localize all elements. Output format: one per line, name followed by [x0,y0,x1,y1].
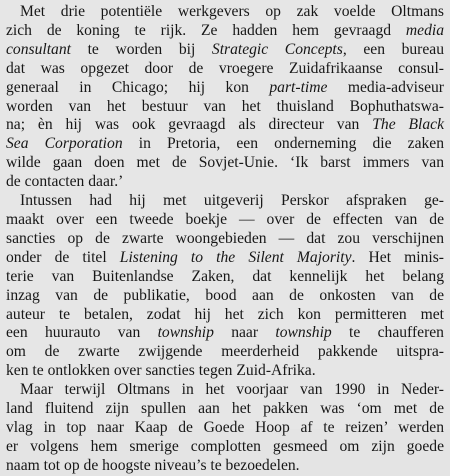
text-line [6,3,444,22]
text-run: te worden bij [70,40,212,58]
text-run: om de zwarte zwijgende meerderheid pakkende uitspra- [6,343,444,361]
text-run: te chaufferen [331,324,444,342]
italic-text-run: The Black [372,116,444,134]
text-run: in Pretoria, een onderneming die zaken [122,135,445,153]
text-line [6,211,444,230]
italic-text-run: Sea Corporation [6,135,123,153]
text-run: Intussen had hij met uitgeverij Perskor afspraken ge- [20,192,444,210]
text-run: de contacten daar.’ [6,173,124,191]
text-run: Met drie potentiële werkgevers op zak voelde Oltmans [20,3,444,20]
text-run: terie van Buitenlandse Zaken, dat kennelijk het belang [6,267,444,285]
text-line [6,192,444,211]
text-line [6,154,444,173]
text-line [6,419,444,438]
text-line [6,400,444,419]
text-run: vlag in top naar Kaap de Goede Hoop af te reizen’ werden [6,418,444,436]
text-run: sancties op de zwarte woongebieden — dat zou verschijnen [6,229,444,247]
text-run: media-adviseur [327,78,444,96]
text-run: Maar terwijl Oltmans in het voorjaar van 1990 in Neder- [20,381,444,399]
text-line [6,98,444,117]
text-line [6,268,444,287]
paragraph-2 [6,192,444,381]
italic-text-run: township [157,324,214,342]
text-run: generaal in Chicago; hij kon [6,78,270,96]
text-run: zich de koning te rijk. Ze hadden hem gevraagd [6,21,406,39]
text-line [6,79,444,98]
italic-text-run: media [405,21,444,39]
italic-text-run: Listening to the Silent Majority [119,248,352,266]
text-line [6,438,444,457]
paragraph-3 [6,381,444,476]
text-run: . Het minis- [351,248,444,266]
text-line [6,362,444,381]
italic-text-run: township [275,324,332,342]
text-run: naar [213,324,276,342]
article-body [6,3,444,476]
text-run: wilde gaan doen met de Sovjet-Unie. ‘Ik barst immers van [6,154,444,172]
text-run: , een bureau [342,40,445,58]
text-run: land fluitend zijn spullen aan het pakken was ‘om met de [6,400,444,418]
italic-text-run: consultant [6,40,71,58]
text-line [6,116,444,135]
text-line [6,135,444,154]
text-run: ken te ontlokken over sancties tegen Zuid-Afrika. [6,362,316,380]
paragraph-1 [6,3,444,192]
text-line [6,22,444,41]
text-line [6,41,444,60]
text-line [6,60,444,79]
text-run: er volgens hem smerige complotten gesmeed om zijn goede [6,437,444,455]
text-line [6,173,444,192]
text-run: dat was opgezet door de vroegere Zuidafrikaanse consul- [6,59,444,77]
text-line [6,249,444,268]
text-run: een huurauto van [6,324,158,342]
text-line [6,324,444,343]
text-line [6,287,444,306]
text-run: na; èn hij was ook gevraagd als directeur van [6,116,373,134]
text-run: onder de titel [6,248,120,266]
text-run: worden van het bestuur van het thuisland Bophuthatswa- [6,97,444,115]
text-line [6,381,444,400]
italic-text-run: part-time [269,78,328,96]
text-line [6,343,444,362]
text-run: naam tot op de hoogste niveau’s te bezoedelen. [6,456,300,474]
text-run: auteur te betalen, zodat hij het zich kon permitteren met [6,305,444,323]
text-line [6,306,444,325]
text-line [6,457,444,476]
text-run: maakt over een tweede boekje — over de effecten van de [6,210,444,228]
italic-text-run: Strategic Concepts [211,40,343,58]
text-line [6,230,444,249]
text-run: inzag van de publikatie, bood aan de onkosten van de [6,286,444,304]
